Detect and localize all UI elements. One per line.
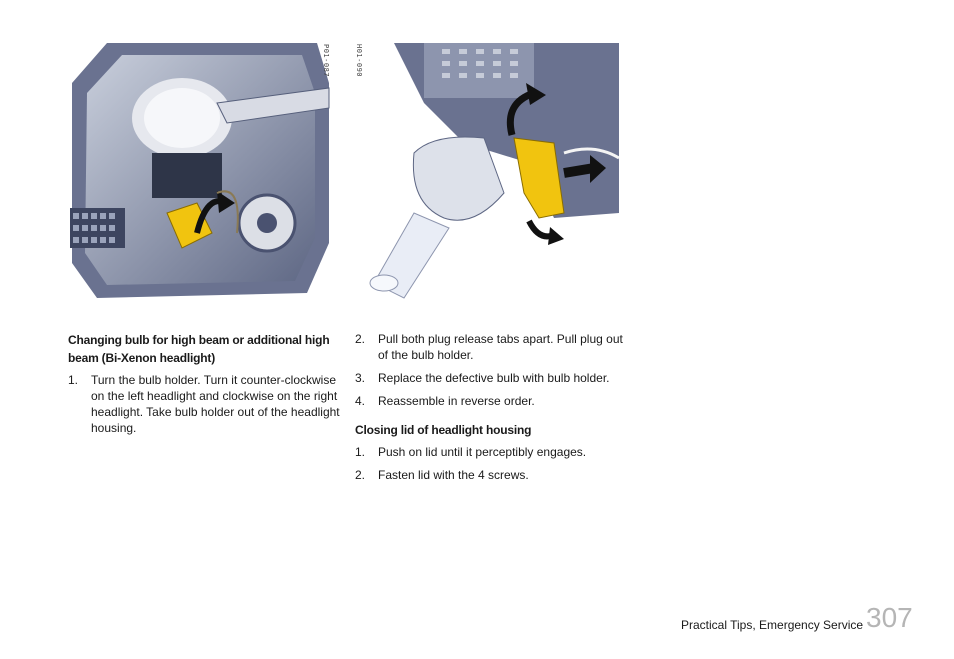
step-text: Pull both plug release tabs apart. Pull plug out of the bulb holder. — [378, 332, 623, 362]
section-heading: Closing lid of headlight housing — [355, 423, 532, 437]
step-number: 2. — [355, 468, 366, 482]
step-list — [68, 372, 340, 436]
step-text: Fasten lid with the 4 screws. — [378, 468, 529, 482]
figure-code: P01-087 — [322, 44, 330, 78]
step-list — [355, 331, 625, 409]
list-item — [355, 331, 625, 363]
figure-code: H01-090 — [355, 44, 363, 78]
step-text: Turn the bulb holder. Turn it counter-clockwise on the left headlight and clockwise on the right headlight. Take bulb holder out of the headlight housing. — [91, 373, 340, 435]
step-text: Reassemble in reverse order. — [378, 394, 535, 408]
list-item — [355, 393, 625, 409]
column-left — [68, 331, 340, 443]
list-item — [68, 372, 340, 436]
page-number: 307 — [866, 602, 913, 633]
step-number: 3. — [355, 371, 366, 385]
list-item — [355, 467, 625, 483]
list-item — [355, 370, 625, 386]
bulb-plug-illustration — [354, 43, 619, 303]
headlight-housing-illustration — [67, 43, 332, 303]
column-right — [355, 331, 625, 490]
step-text: Replace the defective bulb with bulb holder. — [378, 371, 610, 385]
section-heading: Changing bulb for high beam or additional high beam (Bi-Xenon headlight) — [68, 333, 330, 365]
step-number: 1. — [68, 373, 79, 387]
step-list — [355, 444, 625, 483]
list-item — [355, 444, 625, 460]
step-text: Push on lid until it perceptibly engages. — [378, 445, 587, 459]
step-number: 2. — [355, 332, 366, 346]
footer-section-label: Practical Tips, Emergency Service — [681, 618, 864, 632]
step-number: 4. — [355, 394, 366, 408]
step-number: 1. — [355, 445, 366, 459]
